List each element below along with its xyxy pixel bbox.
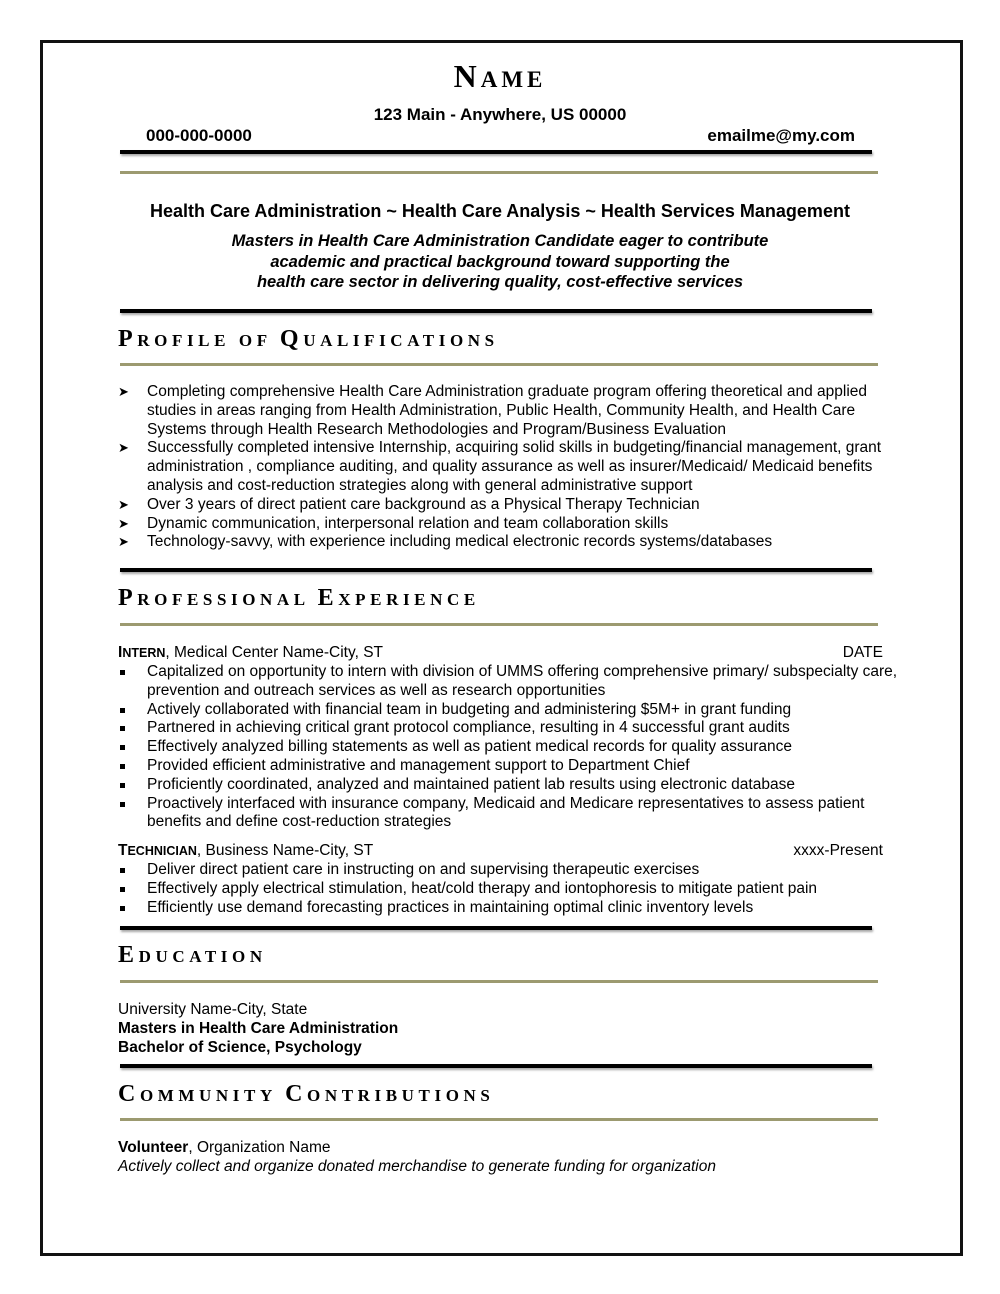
list-item-text: Proactively interfaced with insurance company, Medicaid and Medicare representatives to assess patient benefits and define cost-reduction strategies xyxy=(147,794,865,831)
list-item xyxy=(118,795,898,833)
employer: , Medical Center Name-City, ST xyxy=(165,644,384,661)
list-item xyxy=(118,439,898,495)
list-item-text: Completing comprehensive Health Care Administration graduate program offering theoretical and applied studies in areas ranging from Health Administration, Public Health, Community Health, and Health Care Systems through Health Research Methodologies and Program/Business Evaluation xyxy=(147,383,868,438)
title-cap: C xyxy=(285,1081,307,1107)
square-bullet-icon xyxy=(120,868,125,873)
employer: , Business Name-City, ST xyxy=(196,842,374,859)
square-bullet-icon xyxy=(120,745,125,750)
list-item xyxy=(118,533,898,552)
list-item-text: Efficiently use demand forecasting practices in maintaining optimal clinic inventory levels xyxy=(147,898,754,916)
list-item xyxy=(118,663,898,701)
summary-line: academic and practical background toward supporting the xyxy=(270,252,730,271)
square-bullet-icon xyxy=(120,726,125,731)
list-item xyxy=(118,515,898,534)
qualifications-list xyxy=(118,383,898,552)
arrowhead-bullet-icon: ➤ xyxy=(118,534,129,550)
volunteer-role: Volunteer xyxy=(118,1139,189,1156)
list-item-text: Partnered in achieving critical grant protocol compliance, resulting in 4 successful grant audits xyxy=(147,719,790,737)
list-item-text: Over 3 years of direct patient care background as a Physical Therapy Technician xyxy=(147,495,700,513)
list-item xyxy=(118,738,898,757)
square-bullet-icon xyxy=(120,802,125,807)
divider-dark xyxy=(120,926,872,930)
title-cap: E xyxy=(118,942,139,968)
summary-line: Masters in Health Care Administration Candidate eager to contribute xyxy=(231,232,769,250)
job-date: xxxx-Present xyxy=(793,842,883,859)
list-item-text: Successfully completed intensive Internship, acquiring solid skills in budgeting/financial management, grant administration , compliance auditing, and quality assurance as well as insurer/Medicaid/ Medicaid benefits analysis and cost-reduction strategies along with general administrative support xyxy=(147,439,882,494)
name-rest: AME xyxy=(480,67,547,92)
list-item-text: Effectively apply electrical stimulation, heat/cold therapy and iontophoresis to mitigate patient pain xyxy=(147,879,818,897)
divider-olive xyxy=(120,363,878,366)
divider-dark xyxy=(120,568,872,572)
list-item xyxy=(118,899,898,918)
arrowhead-bullet-icon: ➤ xyxy=(118,496,129,512)
divider-olive xyxy=(120,980,878,983)
address: 123 Main - Anywhere, US 00000 xyxy=(373,105,627,124)
title-rest: ROFILE OF xyxy=(137,331,280,350)
summary-line: health care sector in delivering quality, cost-effective services xyxy=(256,273,744,291)
list-item xyxy=(118,383,898,439)
job-title-rest: ECHNICIAN xyxy=(127,844,197,858)
list-item-text: Deliver direct patient care in instructing on and supervising therapeutic exercises xyxy=(147,861,700,878)
section-title-education xyxy=(118,942,267,969)
job-header-intern xyxy=(118,644,883,662)
headline: Health Care Administration ~ Health Care Analysis ~ Health Services Management xyxy=(150,201,850,221)
list-item xyxy=(118,861,898,880)
title-cap: P xyxy=(118,585,138,611)
title-rest: UALIFICATIONS xyxy=(303,331,499,350)
name-initial: N xyxy=(453,58,481,94)
list-item-text: Technology-savvy, with experience including medical electronic records systems/databases xyxy=(147,533,773,551)
list-item-text: Provided efficient administrative and management support to Department Chief xyxy=(147,756,690,774)
divider-olive xyxy=(120,1118,878,1121)
summary xyxy=(0,231,1000,293)
email-address: emailme@my.com xyxy=(707,126,855,145)
job-title xyxy=(118,644,165,661)
section-title-experience xyxy=(118,585,480,612)
organization: , Organization Name xyxy=(188,1139,331,1156)
divider-dark xyxy=(120,150,872,154)
title-cap: C xyxy=(118,1081,140,1107)
job-header-technician xyxy=(118,842,883,860)
job-title-line xyxy=(118,644,383,662)
square-bullet-icon xyxy=(120,887,125,892)
arrowhead-bullet-icon: ➤ xyxy=(118,440,129,456)
divider-dark xyxy=(120,309,872,313)
job-title xyxy=(118,842,197,859)
list-item xyxy=(118,757,898,776)
education-details xyxy=(118,1000,398,1057)
volunteer-description: Actively collect and organize donated merchandise to generate funding for organization xyxy=(118,1158,716,1175)
list-item xyxy=(118,719,898,738)
square-bullet-icon xyxy=(120,764,125,769)
list-item-text: Dynamic communication, interpersonal relation and team collaboration skills xyxy=(147,514,669,532)
title-rest: ROFESSIONAL xyxy=(137,590,318,609)
title-rest: DUCATION xyxy=(138,947,267,966)
list-item xyxy=(118,880,898,899)
list-item-text: Proficiently coordinated, analyzed and maintained patient lab results using electronic database xyxy=(147,775,795,793)
degree: Bachelor of Science, Psychology xyxy=(118,1039,362,1056)
candidate-name xyxy=(0,58,1000,95)
square-bullet-icon xyxy=(120,906,125,911)
arrowhead-bullet-icon: ➤ xyxy=(118,384,129,399)
title-cap: Q xyxy=(279,326,304,352)
title-cap: E xyxy=(317,585,339,611)
list-item-text: Actively collaborated with financial team in budgeting and administering $5M+ in grant funding xyxy=(147,700,792,718)
job-title-cap: I xyxy=(118,644,123,661)
phone-number: 000-000-0000 xyxy=(146,126,252,145)
community-details xyxy=(118,1138,716,1176)
degree: Masters in Health Care Administration xyxy=(118,1020,399,1037)
section-title-profile xyxy=(118,326,499,353)
list-item xyxy=(118,701,898,720)
school: University Name-City, State xyxy=(118,1001,308,1018)
divider-olive xyxy=(120,623,878,626)
intern-bullets xyxy=(118,663,898,832)
square-bullet-icon xyxy=(120,670,125,675)
title-rest: XPERIENCE xyxy=(338,590,480,609)
job-title-rest: NTERN xyxy=(122,646,166,660)
divider-olive xyxy=(120,171,878,174)
list-item xyxy=(118,776,898,795)
job-title-cap: T xyxy=(118,842,128,859)
job-date: DATE xyxy=(842,644,883,661)
list-item-text: Capitalized on opportunity to intern with division of UMMS offering comprehensive primary/ subspecialty care, prevention and outreach services as well as research opportunities xyxy=(147,663,898,699)
title-rest: OMMUNITY xyxy=(139,1086,286,1105)
volunteer-line xyxy=(118,1138,716,1157)
list-item-text: Effectively analyzed billing statements as well as patient medical records for quality assurance xyxy=(147,738,793,756)
list-item xyxy=(118,496,898,515)
divider-dark xyxy=(120,1064,872,1068)
square-bullet-icon xyxy=(120,708,125,713)
arrowhead-bullet-icon: ➤ xyxy=(118,515,129,531)
section-title-community xyxy=(118,1081,494,1108)
square-bullet-icon xyxy=(120,783,125,788)
title-cap: P xyxy=(118,326,138,352)
technician-bullets xyxy=(118,861,898,917)
title-rest: ONTRIBUTIONS xyxy=(307,1086,495,1105)
job-title-line xyxy=(118,842,373,860)
